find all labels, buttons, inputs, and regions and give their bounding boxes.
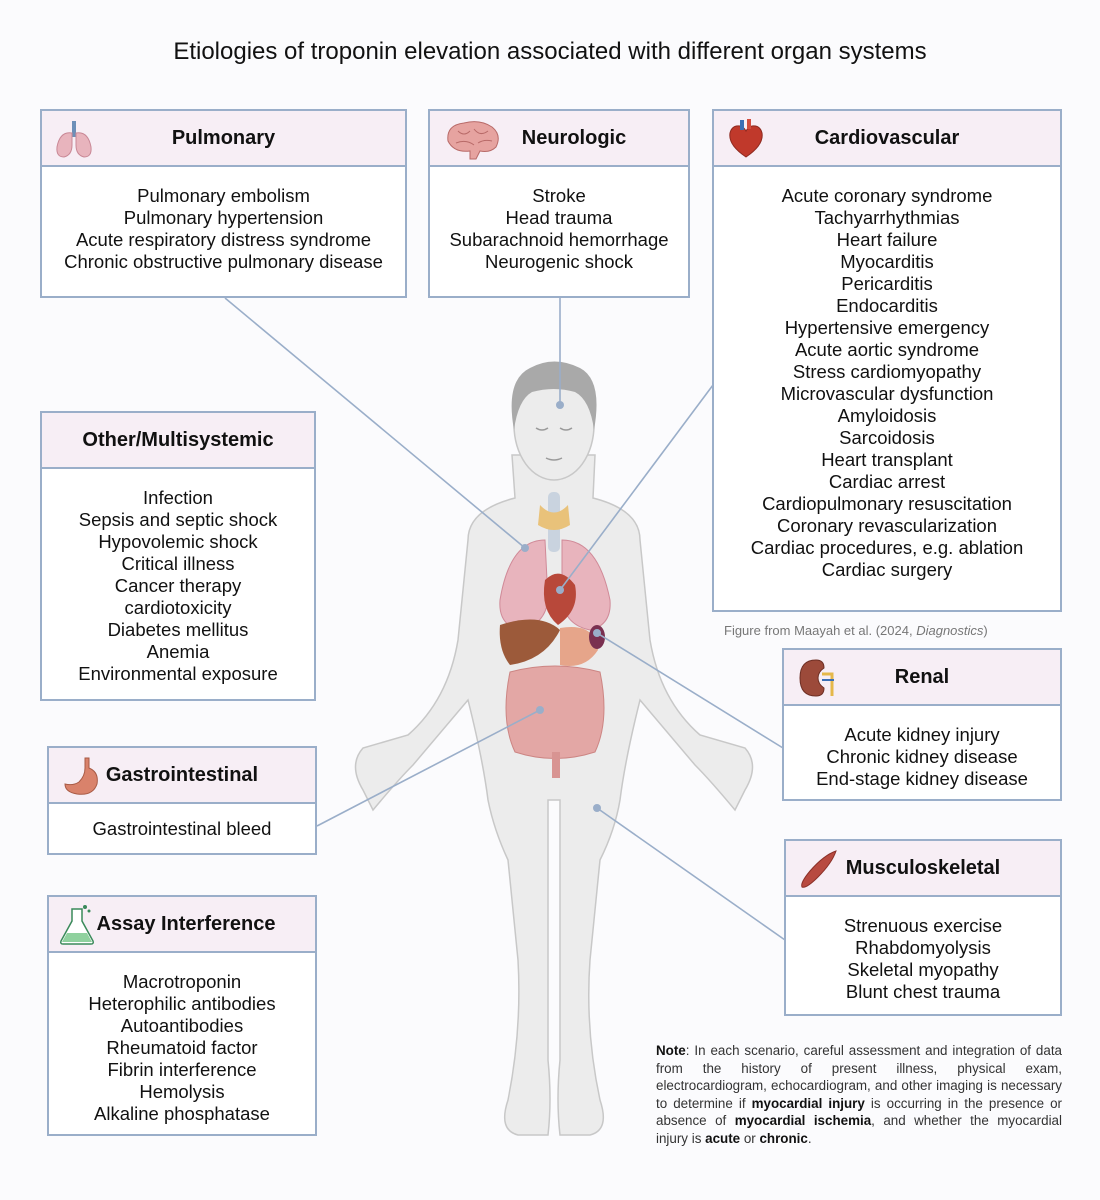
neurologic-list [430,167,688,283]
musculoskeletal-header [786,841,1060,897]
stomach-icon [59,754,103,798]
pulmonary-header [42,111,405,167]
list-item: cardiotoxicity [124,597,232,618]
other-multisystemic-list [42,469,314,695]
list-item: Acute aortic syndrome [794,339,980,360]
assay-interference-list [49,953,315,1135]
neurologic-box [428,109,690,298]
list-item: Heart transplant [821,449,953,470]
note-text: or [740,1130,760,1146]
note-text: , and whether the myocardial injury is [656,1113,1062,1146]
list-item: Neurogenic shock [484,251,634,272]
list-item: Cardiac surgery [821,559,953,580]
other-multisystemic-box [40,411,316,701]
renal-list [784,706,1060,800]
list-item: Alkaline phosphatase [94,1103,270,1124]
note-emphasis: myocardial ischemia [734,1113,872,1128]
list-item: Pericarditis [841,273,933,294]
cardiovascular-title: Cardiovascular [814,126,960,149]
note-text: : In each scenario, careful assessment and integration of data from the history of present illness, physical exam, electrocardiogram, echocardiogram, and other imaging is necessary to determine if [656,1043,1062,1111]
list-item: Acute kidney injury [844,724,1000,745]
list-item: Stroke [532,185,586,206]
credit-journal: Diagnostics [916,623,984,638]
list-item: Environmental exposure [78,663,278,684]
list-item: Gastrointestinal bleed [92,818,272,839]
list-item: Rhabdomyolysis [855,937,991,958]
list-item: Hypovolemic shock [98,531,258,552]
list-item: Cardiac procedures, e.g. ablation [750,537,1024,558]
cardiovascular-list [714,167,1060,591]
note-text: is occurring in the presence or absence of [656,1095,1062,1128]
list-item: Sepsis and septic shock [78,509,278,530]
renal-title: Renal [894,665,950,688]
list-item: Pulmonary hypertension [123,207,324,228]
heart-icon [724,117,768,161]
renal-header [784,650,1060,706]
list-item: Autoantibodies [120,1015,244,1036]
list-item: Coronary revascularization [776,515,998,536]
figure-title: Etiologies of troponin elevation associated with different organ systems [173,38,927,65]
figure-credit [724,623,988,638]
list-item: Critical illness [121,553,235,574]
list-item: Skeletal myopathy [847,959,999,980]
list-item: Cancer therapy [114,575,242,596]
list-item: Microvascular dysfunction [780,383,994,404]
pulmonary-box [40,109,407,298]
note-paragraph [656,1042,1062,1147]
credit-prefix: Figure from Maayah et al. (2024, [724,623,917,638]
list-item: Hypertensive emergency [784,317,990,338]
list-item: Hemolysis [139,1081,225,1102]
list-item: Anemia [146,641,210,662]
neurologic-header [430,111,688,167]
list-item: Blunt chest trauma [845,981,1001,1002]
list-item: Diabetes mellitus [107,619,249,640]
other-multisystemic-header [42,413,314,469]
list-item: Heterophilic antibodies [88,993,276,1014]
musculoskeletal-title: Musculoskeletal [845,856,1001,879]
list-item: Pulmonary embolism [137,185,310,206]
muscle-icon [796,847,840,891]
note-text: . [807,1130,812,1146]
gastrointestinal-title: Gastrointestinal [105,763,259,786]
pulmonary-list [42,167,405,283]
kidney-icon [794,656,838,700]
list-item: Amyloidosis [837,405,937,426]
list-item: Cardiopulmonary resuscitation [762,493,1012,514]
gastrointestinal-list [49,804,315,850]
assay-interference-box [47,895,317,1136]
rectum [552,752,560,778]
list-item: Rheumatoid factor [106,1037,258,1058]
gastrointestinal-header [49,748,315,804]
intestines [506,666,604,759]
note-label: Note [656,1043,686,1058]
note-emphasis: chronic [759,1130,808,1146]
musculoskeletal-list [786,897,1060,1013]
list-item: Chronic kidney disease [826,746,1018,767]
list-item: Cardiac arrest [828,471,946,492]
note-emphasis: myocardial injury [751,1095,865,1111]
flask-icon [55,903,99,947]
list-item: Myocarditis [840,251,934,272]
renal-box [782,648,1062,801]
list-item: Macrotroponin [122,971,242,992]
lungs-icon [52,117,96,161]
cardiovascular-header [714,111,1060,167]
musculoskeletal-box [784,839,1062,1016]
assay-interference-title: Assay Interference [96,912,276,935]
list-item: Endocarditis [836,295,938,316]
list-item: Heart failure [836,229,938,250]
list-item: Fibrin interference [107,1059,257,1080]
list-item: Chronic obstructive pulmonary disease [64,251,383,272]
list-item: Subarachnoid hemorrhage [449,229,669,250]
cardiovascular-box [712,109,1062,612]
list-item: Sarcoidosis [839,427,935,448]
other-multisystemic-title: Other/Multisystemic [82,428,274,451]
list-item: Tachyarrhythmias [814,207,960,228]
brain-icon [440,117,504,161]
neurologic-title: Neurologic [521,126,627,149]
list-item: Head trauma [505,207,613,228]
list-item: Stress cardiomyopathy [792,361,982,382]
list-item: Infection [143,487,213,508]
assay-interference-header [49,897,315,953]
list-item: Acute coronary syndrome [781,185,993,206]
list-item: Strenuous exercise [843,915,1003,936]
list-item: Acute respiratory distress syndrome [75,229,372,250]
note-emphasis: acute [705,1130,741,1146]
list-item: End-stage kidney disease [816,768,1028,789]
pulmonary-title: Pulmonary [171,126,276,149]
credit-suffix: ) [983,623,988,638]
gastrointestinal-box [47,746,317,855]
